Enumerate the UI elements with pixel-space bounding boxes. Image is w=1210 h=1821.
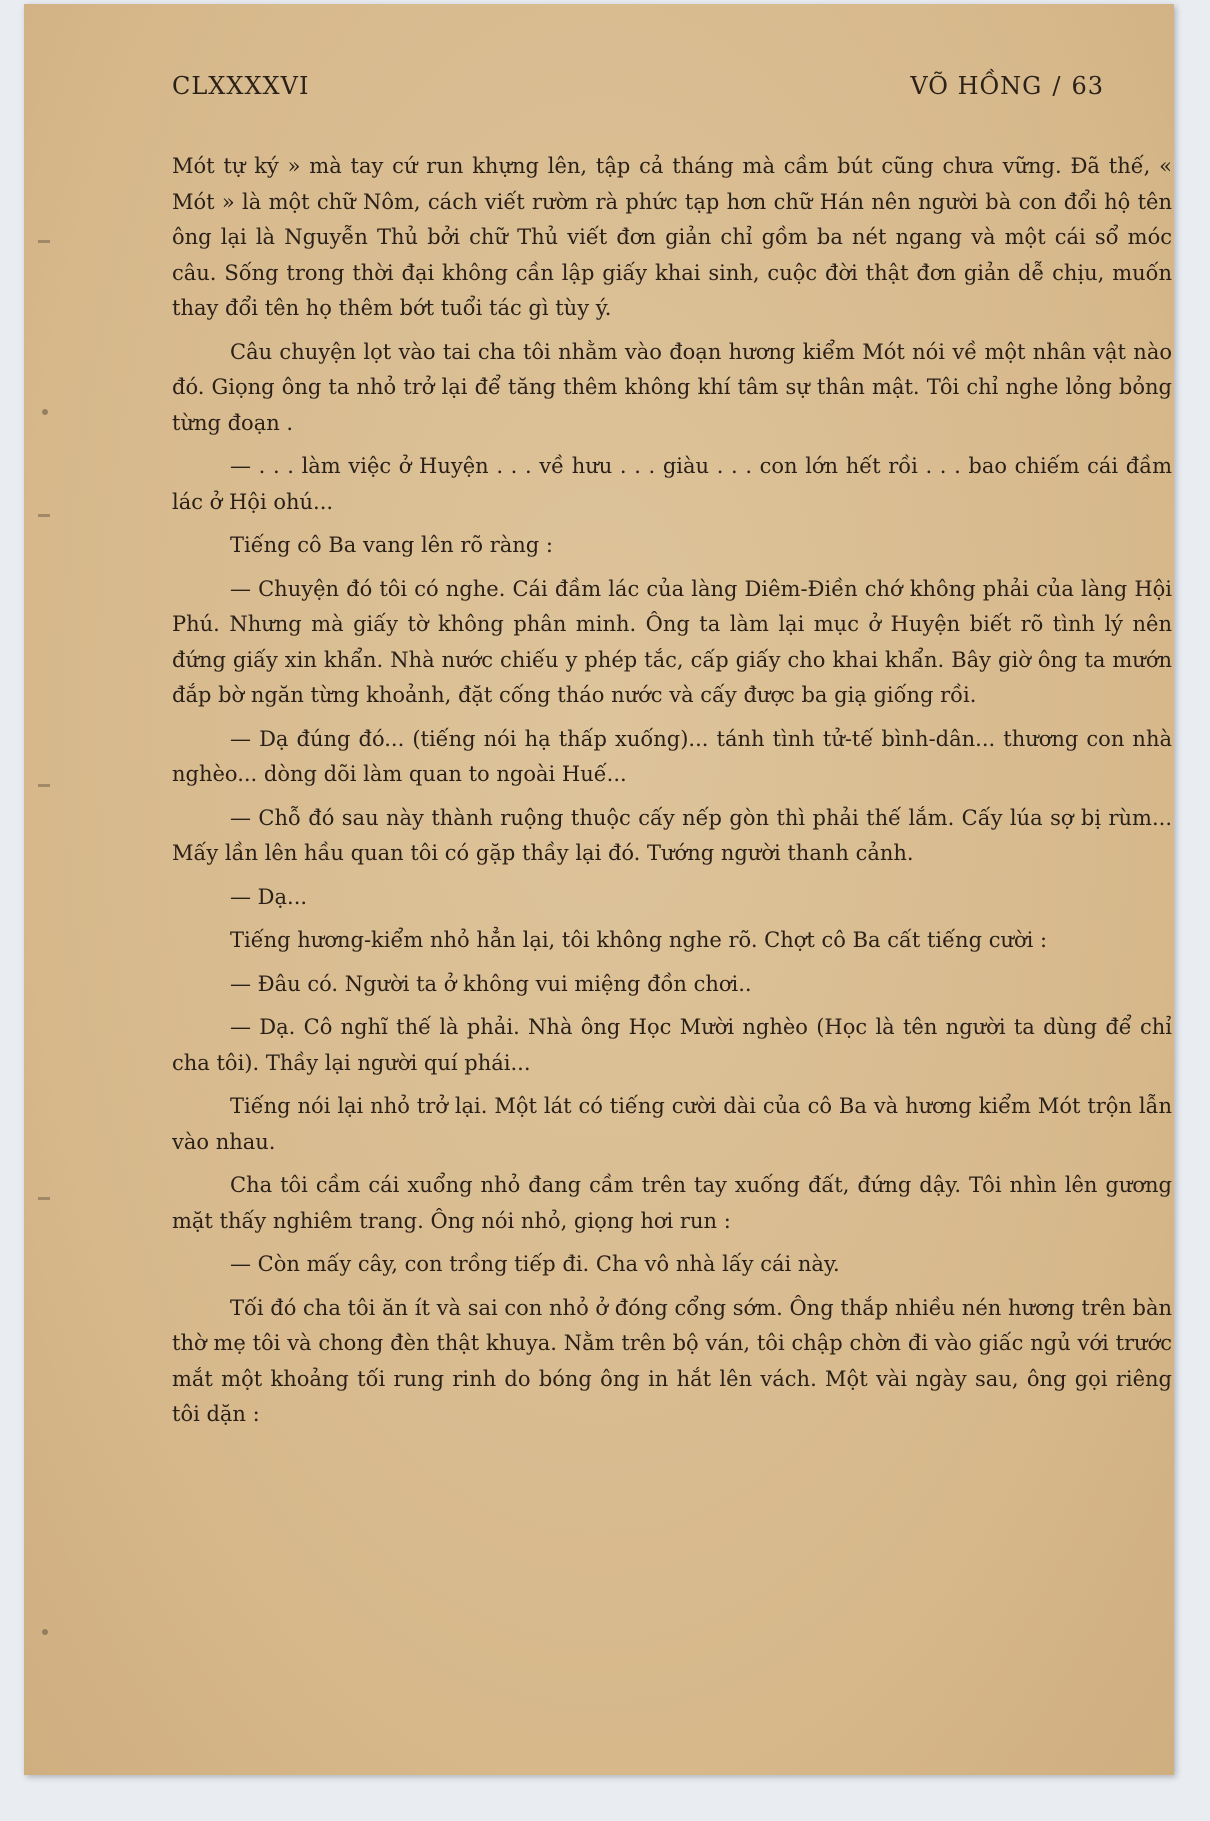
margin-mark (38, 240, 50, 243)
paragraph: Tiếng nói lại nhỏ trở lại. Một lát có tiếng cười dài của cô Ba và hương kiểm Mót trộn lẫn vào nhau. (172, 1094, 1172, 1154)
header-separator: / (1052, 72, 1062, 100)
paragraph: Câu chuyện lọt vào tai cha tôi nhằm vào đoạn hương kiểm Mót nói về một nhân vật nào đó. Giọng ông ta nhỏ trở lại để tăng thêm không khí tâm sự thân mật. Tôi chỉ nghe lỏng bỏng từng đoạn . (172, 339, 1172, 435)
paragraph: Tối đó cha tôi ăn ít và sai con nhỏ ở đóng cổng sớm. Ông thắp nhiều nén hương trên bàn thờ mẹ tôi và chong đèn thật khuya. Nằm trên bộ ván, tôi chập chờn đi vào giấc ngủ với trước mắt một khoảng tối rung rinh do bóng ông in hắt lên vách. Một vài ngày sau, ông gọi riêng tôi dặn : (172, 1295, 1172, 1426)
margin-mark (42, 409, 48, 415)
margin-mark (38, 514, 50, 517)
paragraph: Tiếng cô Ba vang lên rõ ràng : (230, 533, 553, 557)
body-text (172, 149, 1172, 1441)
paragraph: — Chuyện đó tôi có nghe. Cái đầm lác của làng Diêm-Điền chớ không phải của làng Hội Phú. Nhưng mà giấy tờ không phân minh. Ông ta làm lại mục ở Huyện biết rõ tình lý nên đứng giấy xin khẩn. Nhà nước chiếu y phép tắc, cấp giấy cho khai khẩn. Bây giờ ông ta mướn đắp bờ ngăn từng khoảnh, đặt cống tháo nước và cấy được ba giạ giống rồi. (172, 576, 1172, 707)
margin-mark (38, 784, 50, 787)
paragraph: — Đâu có. Người ta ở không vui miệng đồn chơi.. (230, 971, 752, 996)
page-number: 63 (1071, 72, 1104, 100)
paragraph: — Còn mấy cây, con trồng tiếp đi. Cha vô nhà lấy cái này. (230, 1252, 840, 1276)
paragraph: — Dạ đúng đó... (tiếng nói hạ thấp xuống)... tánh tình tử-tế bình-dân... thương con nhà nghèo... dòng dõi làm quan to ngoài Huế... (172, 726, 1172, 786)
chapter-number: CLXXXXVI (172, 72, 310, 100)
paragraph: Mót tự ký » mà tay cứ run khựng lên, tập cả tháng mà cầm bút cũng chưa vững. Đã thế, « Mót » là một chữ Nôm, cách viết rườm rà phức tạp hơn chữ Hán nên người bà con đổi hộ tên ông lại là Nguyễn Thủ bởi chữ Thủ viết đơn giản chỉ gồm ba nét ngang và một cái sổ móc câu. Sống trong thời đại không cần lập giấy khai sinh, cuộc đời thật đơn giản dễ chịu, muốn thay đổi tên họ thêm bớt tuổi tác gì tùy ý. (172, 154, 1172, 320)
paragraph: — Dạ. Cô nghĩ thế là phải. Nhà ông Học Mười nghèo (Học là tên người ta dùng để chỉ cha tôi). Thầy lại người quí phái... (172, 1015, 1172, 1075)
book-page (24, 4, 1174, 1775)
margin-mark (42, 1629, 48, 1635)
paragraph: Tiếng hương-kiểm nhỏ hẳn lại, tôi không nghe rõ. Chợt cô Ba cất tiếng cười : (230, 928, 1048, 952)
running-header (172, 72, 1104, 112)
paragraph: Cha tôi cầm cái xuổng nhỏ đang cầm trên tay xuống đất, đứng dậy. Tôi nhìn lên gương mặt thấy nghiêm trang. Ông nói nhỏ, giọng hơi run : (172, 1173, 1172, 1233)
author-name: VÕ HỒNG (910, 72, 1043, 100)
author-page (910, 72, 1104, 100)
paragraph: — Chỗ đó sau này thành ruộng thuộc cấy nếp gòn thì phải thế lắm. Cấy lúa sợ bị rùm... Mấy lần lên hầu quan tôi có gặp thầy lại đó. Tướng người thanh cảnh. (172, 805, 1172, 865)
paragraph: — Dạ... (230, 884, 308, 909)
paragraph: — . . . làm việc ở Huyện . . . về hưu . . . giàu . . . con lớn hết rồi . . . bao chiếm cái đầm lác ở Hội ohú... (172, 454, 1172, 514)
margin-mark (38, 1197, 50, 1200)
